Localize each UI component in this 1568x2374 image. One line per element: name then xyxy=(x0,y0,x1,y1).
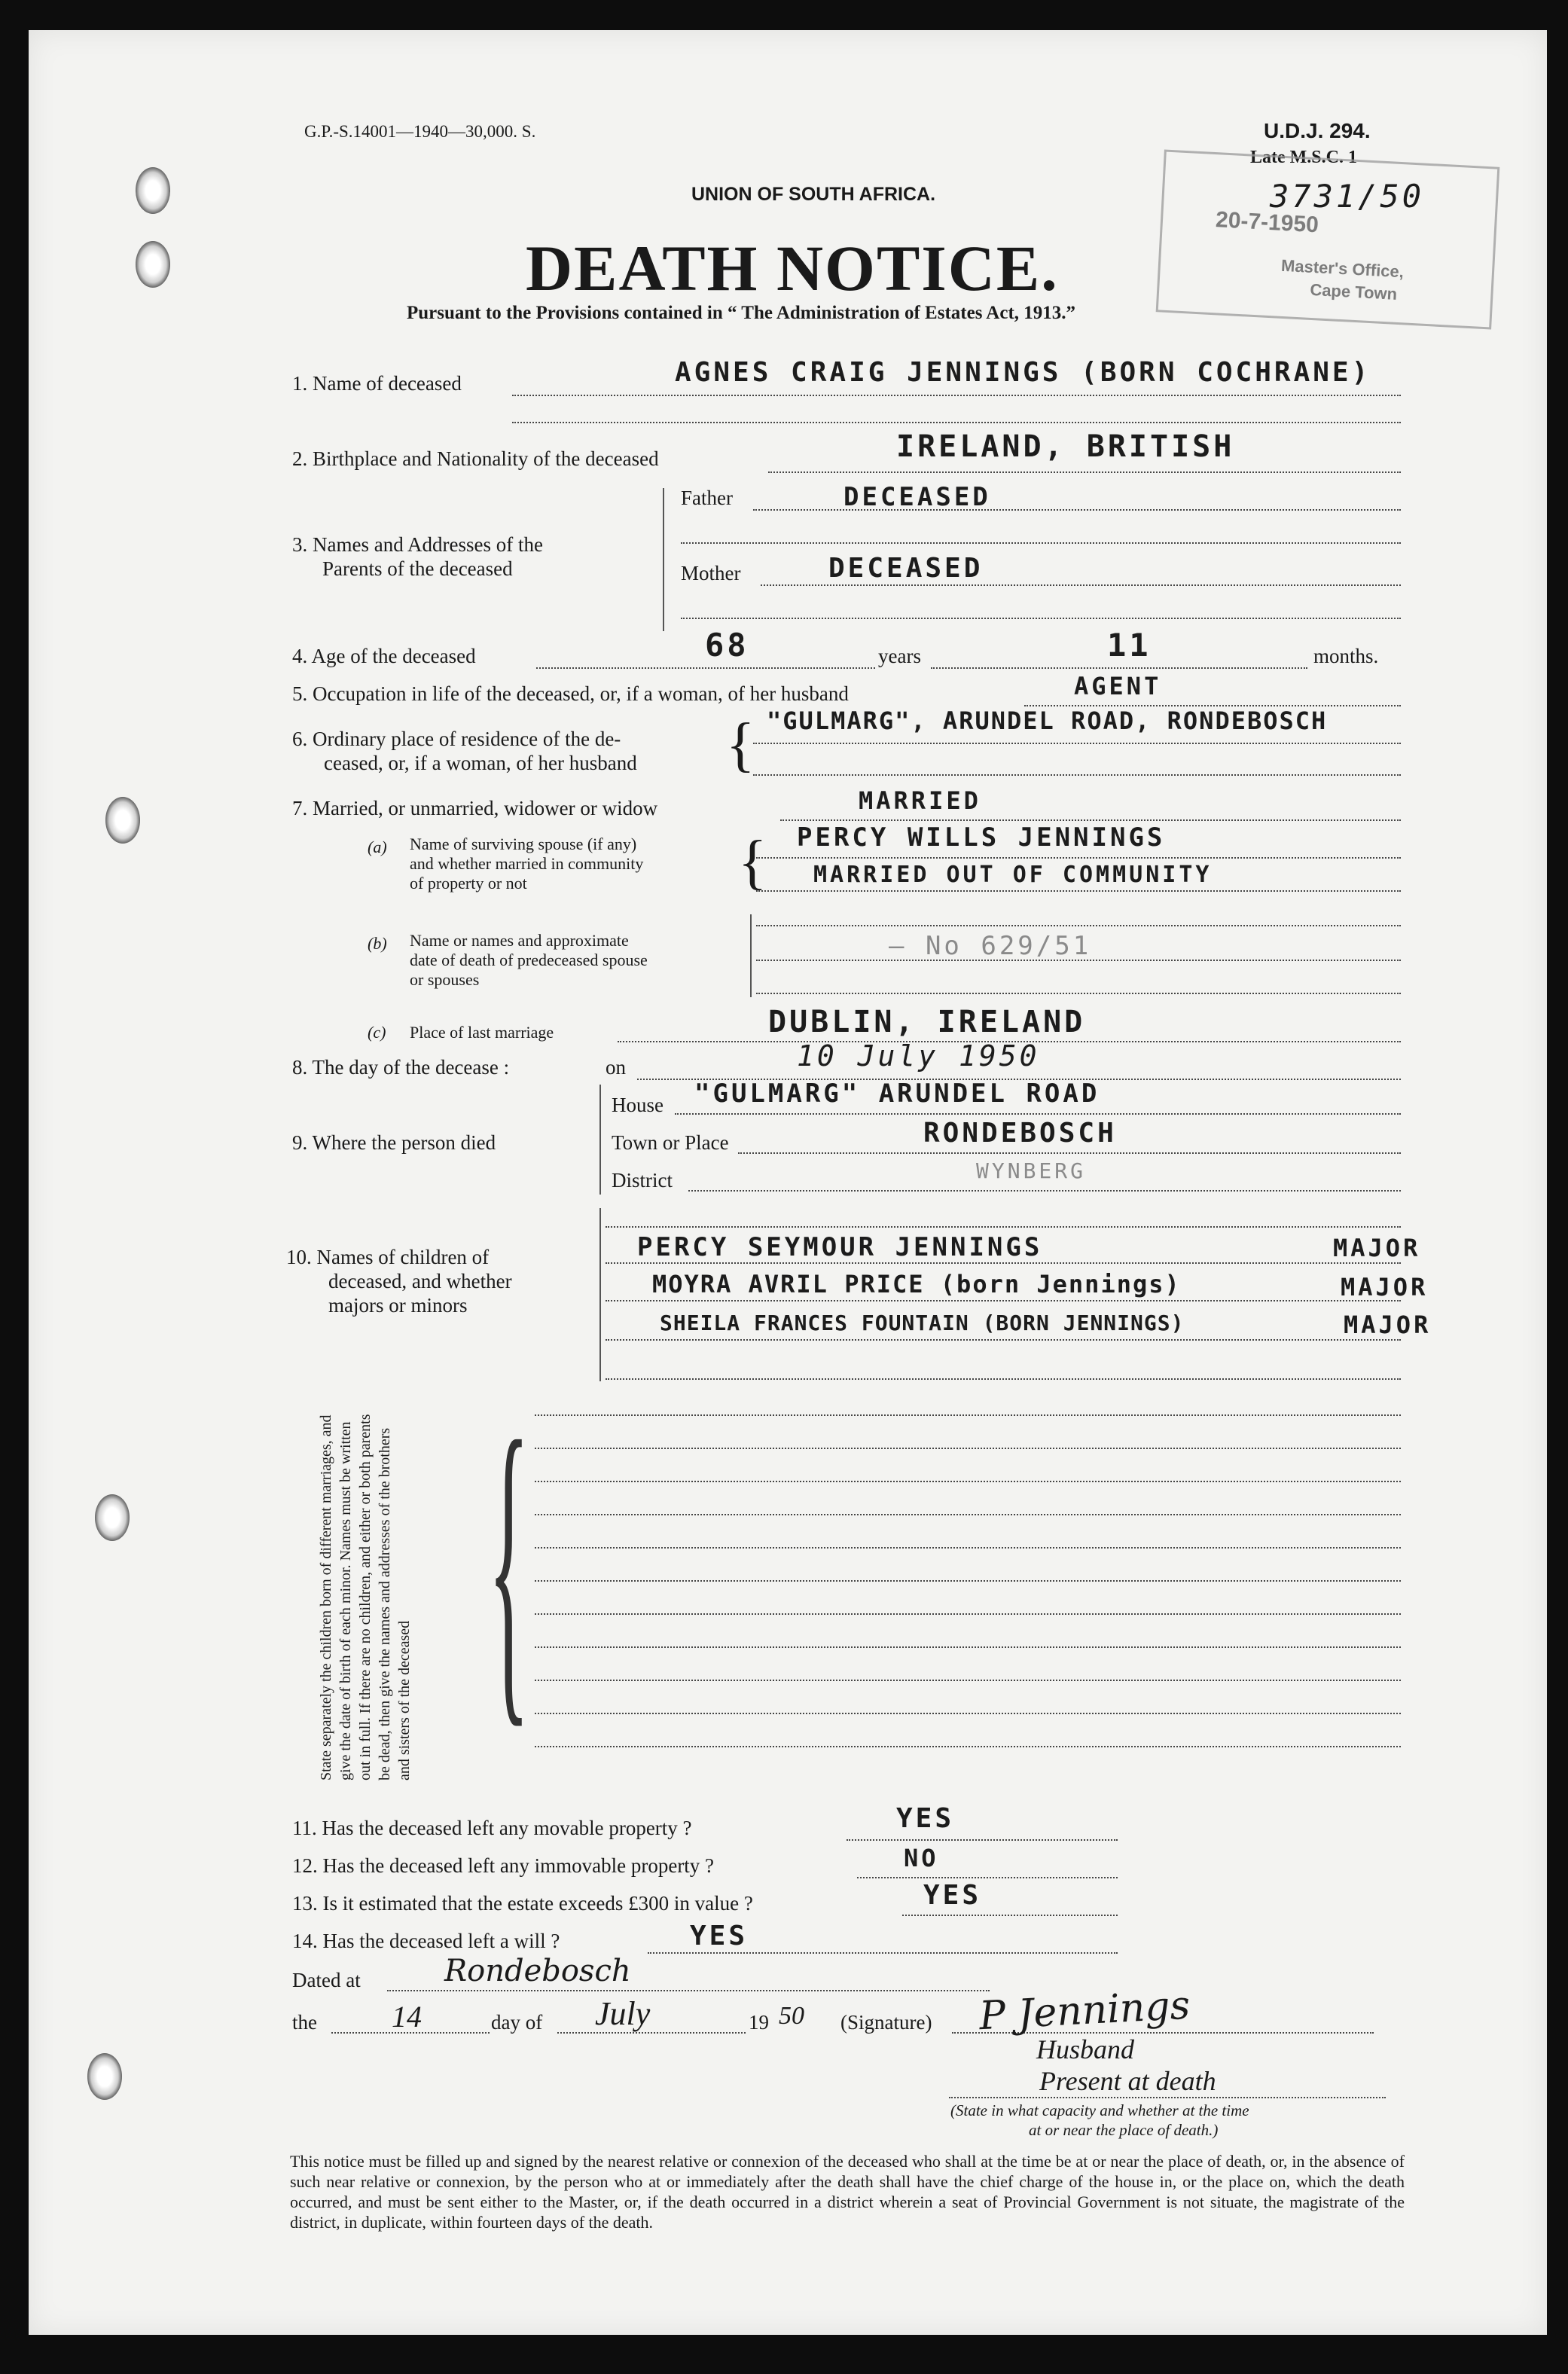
q7c-label: Place of last marriage xyxy=(410,1023,554,1042)
capacity-note-2: at or near the place of death.) xyxy=(1029,2121,1219,2139)
capacity-underline xyxy=(949,2097,1386,2098)
child-line-5 xyxy=(606,1378,1401,1380)
child-3-status: MAJOR xyxy=(1344,1311,1432,1339)
q7b-line-3 xyxy=(756,993,1401,994)
dated-at-value: Rondebosch xyxy=(444,1954,631,1988)
q13-value: YES xyxy=(923,1880,982,1911)
blank-ruled-line xyxy=(535,1646,1401,1648)
q4-months-line xyxy=(931,667,1307,669)
punch-hole xyxy=(105,797,140,844)
q7b-line xyxy=(756,925,1401,926)
q7b-label-1: Name or names and approximate xyxy=(410,931,629,950)
form-code: U.D.J. 294. xyxy=(1264,119,1371,142)
blank-ruled-line xyxy=(535,1481,1401,1482)
q10-label-2: deceased, and whether xyxy=(328,1270,512,1292)
child-1-status: MAJOR xyxy=(1333,1234,1421,1262)
district-label: District xyxy=(612,1169,673,1192)
blank-ruled-line xyxy=(535,1580,1401,1582)
q7a-label-3: of property or not xyxy=(410,874,527,893)
mother-line xyxy=(761,584,1401,586)
q13-label: 13. Is it estimated that the estate exceeds £300 in value ? xyxy=(292,1892,753,1915)
form-late-code: Late M.S.C. 1 xyxy=(1250,148,1357,167)
q6-brace: { xyxy=(726,712,755,778)
q7b-bracket xyxy=(750,914,752,997)
q3-label-2: Parents of the deceased xyxy=(322,557,513,580)
child-line-1 xyxy=(606,1226,1401,1228)
q14-line xyxy=(648,1952,1118,1954)
blank-ruled-line xyxy=(535,1613,1401,1615)
q13-line xyxy=(902,1915,1118,1916)
q5-label: 5. Occupation in life of the deceased, or, if a woman, of her husband xyxy=(292,682,849,705)
capacity-line-2: Present at death xyxy=(1039,2066,1216,2096)
footer-instructions: This notice must be filled up and signed by the nearest relative or connexion of the deceased who shall at the time be at or near the place of death, or, in the absence of such near relative or connexion, by the person who at or immediately after the death shall have the chief charge of the house in, or the place on, which the death occurred, and must be sent either to the Master, or, if the death occurred in a district wherein a seat of Provincial Government is not situate, the magistrate of the district, in duplicate, within fourteen days of the death. xyxy=(290,2152,1405,2232)
year-prefix: 19 xyxy=(749,2011,769,2034)
blank-ruled-line xyxy=(535,1448,1401,1449)
q12-value: NO xyxy=(904,1844,939,1872)
town-line xyxy=(738,1152,1401,1154)
punch-hole xyxy=(136,241,170,288)
union-heading: UNION OF SOUTH AFRICA. xyxy=(691,184,936,205)
month-line xyxy=(557,2032,746,2034)
child-line-2 xyxy=(606,1262,1401,1264)
q7c-letter: (c) xyxy=(368,1023,386,1042)
signature-label: (Signature) xyxy=(840,2011,932,2034)
page-title: DEATH NOTICE. xyxy=(526,232,1059,304)
capacity-note-1: (State in what capacity and whether at the time xyxy=(950,2101,1249,2119)
q1-value: AGNES CRAIG JENNINGS (BORN COCHRANE) xyxy=(675,357,1371,388)
father-value: DECEASED xyxy=(843,482,991,512)
punch-hole xyxy=(95,1494,130,1541)
q1-line xyxy=(512,395,1401,396)
capacity-line-1: Husband xyxy=(1036,2034,1135,2064)
q5-value: AGENT xyxy=(1074,672,1162,700)
q7a-label-1: Name of surviving spouse (if any) xyxy=(410,835,637,853)
the-label: the xyxy=(292,2011,317,2034)
q9-label: 9. Where the person died xyxy=(292,1131,496,1154)
signature-value: P Jennings xyxy=(978,1982,1191,2040)
blank-ruled-line xyxy=(535,1547,1401,1549)
q11-label: 11. Has the deceased left any movable property ? xyxy=(292,1817,692,1839)
q10-label-1: 10. Names of children of xyxy=(286,1246,490,1268)
q7c-value: DUBLIN, IRELAND xyxy=(768,1005,1086,1039)
house-label: House xyxy=(612,1094,664,1116)
house-value: "GULMARG" ARUNDEL ROAD xyxy=(694,1079,1100,1109)
years-label: years xyxy=(878,645,921,667)
child-1-name: PERCY SEYMOUR JENNINGS xyxy=(637,1232,1043,1262)
q7a-value-1: PERCY WILLS JENNINGS xyxy=(797,822,1166,853)
q2-label: 2. Birthplace and Nationality of the deceased xyxy=(292,447,659,470)
town-label: Town or Place xyxy=(612,1131,729,1154)
q7a-letter: (a) xyxy=(368,838,387,856)
district-value: WYNBERG xyxy=(976,1158,1087,1183)
age-months-value: 11 xyxy=(1107,627,1152,664)
q7-label: 7. Married, or unmarried, widower or widow xyxy=(292,797,658,819)
father-label: Father xyxy=(681,487,733,509)
q11-value: YES xyxy=(896,1803,955,1834)
q7b-value: — No 629/51 xyxy=(889,931,1092,961)
mother-line-2 xyxy=(681,618,1401,619)
month-value: July xyxy=(595,1995,651,2032)
months-label: months. xyxy=(1313,645,1379,667)
q6-label-2: ceased, or, if a woman, of her husband xyxy=(324,752,637,774)
mother-label: Mother xyxy=(681,562,741,584)
day-value: 14 xyxy=(392,2000,422,2034)
child-line-4 xyxy=(606,1339,1401,1341)
q6-line-2 xyxy=(753,774,1401,776)
q7b-label-2: date of death of predeceased spouse xyxy=(410,951,648,969)
q4-label: 4. Age of the deceased xyxy=(292,645,476,667)
q1-label: 1. Name of deceased xyxy=(292,372,462,395)
q8-on: on xyxy=(606,1056,626,1079)
q12-line xyxy=(857,1877,1118,1878)
q7-value: MARRIED xyxy=(859,786,981,815)
q1-line-2 xyxy=(512,422,1401,423)
age-years-value: 68 xyxy=(705,627,749,664)
q7a-value-2: MARRIED OUT OF COMMUNITY xyxy=(813,862,1213,888)
file-number: 3731/50 xyxy=(1270,178,1425,215)
stamp-line-1: Master's Office, xyxy=(1280,255,1405,282)
side-note: State separately the children born of different marriages, and give the date of birth of each minor. Names must be written out in full. If there are no children, and either or both parents be dead, then give the names and addresses of the brothers and sisters of the deceased xyxy=(318,1414,413,1780)
stamp-date: 20-7-1950 xyxy=(1215,207,1319,238)
q12-label: 12. Has the deceased left any immovable property ? xyxy=(292,1854,715,1877)
punch-hole xyxy=(87,2053,122,2100)
q2-value: IRELAND, BRITISH xyxy=(896,429,1235,464)
q6-label-1: 6. Ordinary place of residence of the de- xyxy=(292,728,621,750)
town-value: RONDEBOSCH xyxy=(923,1118,1117,1149)
blank-ruled-line xyxy=(535,1514,1401,1515)
day-of-label: day of xyxy=(491,2011,543,2034)
q7a-line-2 xyxy=(756,890,1401,892)
q11-line xyxy=(847,1839,1118,1841)
q14-label: 14. Has the deceased left a will ? xyxy=(292,1930,560,1952)
year-value: 50 xyxy=(779,2002,804,2030)
q7a-label-2: and whether married in community xyxy=(410,854,644,873)
child-2-name: MOYRA AVRIL PRICE (born Jennings) xyxy=(652,1270,1181,1298)
blank-ruled-line xyxy=(535,1680,1401,1681)
district-line xyxy=(688,1190,1401,1192)
masters-office-stamp xyxy=(1156,149,1500,329)
blank-ruled-line xyxy=(535,1746,1401,1747)
q3-bracket xyxy=(663,488,664,631)
q2-line xyxy=(768,471,1401,473)
q7-line xyxy=(780,819,1401,821)
q3-label-1: 3. Names and Addresses of the xyxy=(292,533,543,556)
q10-label-3: majors or minors xyxy=(328,1294,468,1317)
q8-value: 10 July 1950 xyxy=(797,1039,1040,1073)
q7a-brace: { xyxy=(738,829,767,896)
punch-hole xyxy=(136,167,170,214)
q7a-line xyxy=(756,857,1401,859)
stamp-line-2: Cape Town xyxy=(1309,279,1398,304)
child-3-name: SHEILA FRANCES FOUNTAIN (BORN JENNINGS) xyxy=(660,1311,1185,1335)
q9-bracket xyxy=(599,1085,601,1195)
child-line-3 xyxy=(606,1300,1401,1301)
mother-value: DECEASED xyxy=(828,553,984,584)
q14-value: YES xyxy=(690,1921,749,1951)
blank-ruled-line xyxy=(535,1713,1401,1714)
q10-bracket xyxy=(599,1208,601,1381)
q8-label: 8. The day of the decease : xyxy=(292,1056,510,1079)
print-reference: G.P.-S.14001—1940—30,000. S. xyxy=(304,122,536,141)
q4-line xyxy=(536,667,875,669)
q7b-letter: (b) xyxy=(368,934,387,953)
dated-at-label: Dated at xyxy=(292,1969,361,1991)
side-note-brace: { xyxy=(488,1371,530,1755)
house-line xyxy=(675,1113,1401,1115)
q6-line xyxy=(753,743,1401,744)
q7b-label-3: or spouses xyxy=(410,970,480,989)
dated-at-line xyxy=(387,1990,990,1991)
q6-value: "GULMARG", ARUNDEL ROAD, RONDEBOSCH xyxy=(767,706,1328,735)
child-2-status: MAJOR xyxy=(1341,1273,1429,1301)
father-line-2 xyxy=(681,542,1401,544)
page-subtitle: Pursuant to the Provisions contained in “ The Administration of Estates Act, 1913.” xyxy=(407,303,1076,323)
blank-ruled-line xyxy=(535,1414,1401,1416)
